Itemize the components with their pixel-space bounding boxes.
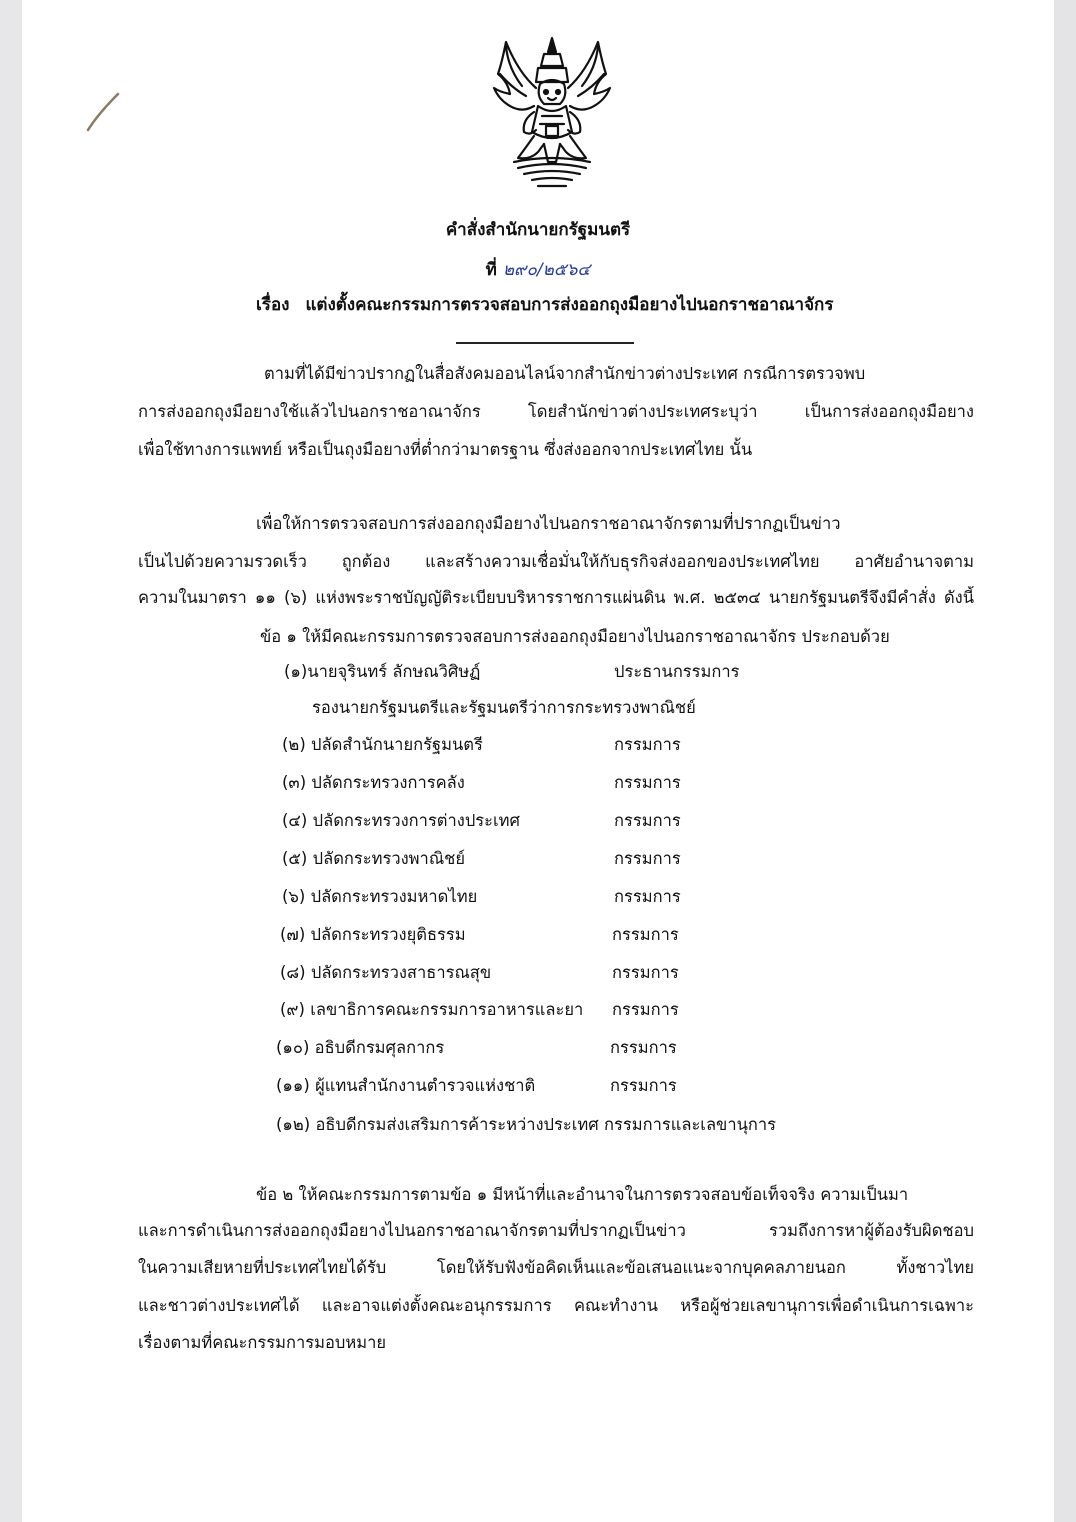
- member-name: (๓) ปลัดกระทรวงการคลัง: [282, 773, 465, 792]
- member1-subtitle: รองนายกรัฐมนตรีและรัฐมนตรีว่าการกระทรวงพาณิชย์: [312, 698, 696, 717]
- p2-line: เป็นไปด้วยความรวดเร็ว ถูกต้อง และสร้างความเชื่อมั่นให้กับธุรกิจส่งออกของประเทศไทย อาศัยอำนาจตาม: [138, 552, 974, 571]
- member-name: (๖) ปลัดกระทรวงมหาดไทย: [282, 887, 478, 906]
- clause2-line: เรื่องตามที่คณะกรรมการมอบหมาย: [138, 1333, 387, 1352]
- member-name: (๑๐) อธิบดีกรมศุลกากร: [276, 1038, 445, 1057]
- p1-line: เพื่อใช้ทางการแพทย์ หรือเป็นถุงมือยางที่ต่ำกว่ามาตรฐาน ซึ่งส่งออกจากประเทศไทย นั้น: [138, 440, 753, 459]
- member-role: กรรมการ: [614, 773, 681, 792]
- p2-line: ความในมาตรา ๑๑ (๖) แห่งพระราชบัญญัติระเบียบบริหารราชการแผ่นดิน พ.ศ. ๒๕๓๔ นายกรัฐมนตรีจึงมีคำสั่ง ดังนี้: [138, 588, 974, 607]
- member-role: กรรมการ: [614, 887, 681, 906]
- clause2-line: ข้อ ๒ ให้คณะกรรมการตามข้อ ๑ มีหน้าที่และอำนาจในการตรวจสอบข้อเท็จจริง ความเป็นมา: [256, 1185, 909, 1204]
- member-name: (๑๒) อธิบดีกรมส่งเสริมการค้าระหว่างประเทศ กรรมการและเลขานุการ: [276, 1115, 776, 1134]
- header-divider: [456, 342, 634, 344]
- p1-line: ตามที่ได้มีข่าวปรากฏในสื่อสังคมออนไลน์จากสำนักข่าวต่างประเทศ กรณีการตรวจพบ: [264, 364, 866, 383]
- clause2-line: และชาวต่างประเทศได้ และอาจแต่งตั้งคณะอนุกรรมการ คณะทำงาน หรือผู้ช่วยเลขานุการเพื่อดำเนินการเฉพาะ: [138, 1296, 974, 1315]
- member-name: (๑๑) ผู้แทนสำนักงานตำรวจแห่งชาติ: [276, 1076, 536, 1095]
- member-name: (๙) เลขาธิการคณะกรรมการอาหารและยา: [280, 1000, 584, 1019]
- subject-label: เรื่อง: [256, 295, 290, 315]
- subject-text: แต่งตั้งคณะกรรมการตรวจสอบการส่งออกถุงมือยางไปนอกราชอาณาจักร: [305, 295, 834, 315]
- member-role: กรรมการ: [614, 735, 681, 754]
- member-role: กรรมการ: [614, 849, 681, 868]
- order-number: [0, 256, 1076, 283]
- order-number-value: ๒๙๐/๒๕๖๔: [502, 260, 591, 280]
- member-name: (๑)นายจุรินทร์ ลักษณวิศิษฏ์: [284, 662, 481, 681]
- member-role: ประธานกรรมการ: [614, 662, 740, 681]
- p2-line: เพื่อให้การตรวจสอบการส่งออกถุงมือยางไปนอกราชอาณาจักรตามที่ปรากฏเป็นข่าว: [256, 514, 841, 533]
- garuda-emblem-icon: [478, 32, 626, 194]
- pen-mark-icon: [84, 90, 124, 134]
- member-name: (๕) ปลัดกระทรวงพาณิชย์: [282, 849, 465, 868]
- member-role: กรรมการ: [610, 1076, 677, 1095]
- member-name: (๗) ปลัดกระทรวงยุติธรรม: [280, 925, 466, 944]
- member-name: (๘) ปลัดกระทรวงสาธารณสุข: [280, 963, 492, 982]
- member-role: กรรมการ: [614, 811, 681, 830]
- member-role: กรรมการ: [612, 925, 679, 944]
- p1-line: การส่งออกถุงมือยางใช้แล้วไปนอกราชอาณาจักร โดยสำนักข่าวต่างประเทศระบุว่า เป็นการส่งออกถุงมือยาง: [138, 402, 974, 421]
- order-subject: [256, 291, 833, 318]
- member-role: กรรมการ: [612, 1000, 679, 1019]
- clause1-line: ข้อ ๑ ให้มีคณะกรรมการตรวจสอบการส่งออกถุงมือยางไปนอกราชอาณาจักร ประกอบด้วย: [260, 627, 890, 646]
- member-role: กรรมการ: [612, 963, 679, 982]
- member-name: (๒) ปลัดสำนักนายกรัฐมนตรี: [282, 735, 483, 754]
- clause2-line: ในความเสียหายที่ประเทศไทยได้รับ โดยให้รับฟังข้อคิดเห็นและข้อเสนอแนะจากบุคคลภายนอก ทั้งชาวไทย: [138, 1258, 974, 1277]
- order-number-prefix: ที่: [485, 260, 497, 280]
- clause2-line: และการดำเนินการส่งออกถุงมือยางไปนอกราชอาณาจักรตามที่ปรากฏเป็นข่าว รวมถึงการหาผู้ต้องรับผิดชอบ: [138, 1221, 974, 1240]
- order-title: คำสั่งสำนักนายกรัฐมนตรี: [445, 220, 631, 240]
- member-role: กรรมการ: [610, 1038, 677, 1057]
- member-name: (๔) ปลัดกระทรวงการต่างประเทศ: [282, 811, 521, 830]
